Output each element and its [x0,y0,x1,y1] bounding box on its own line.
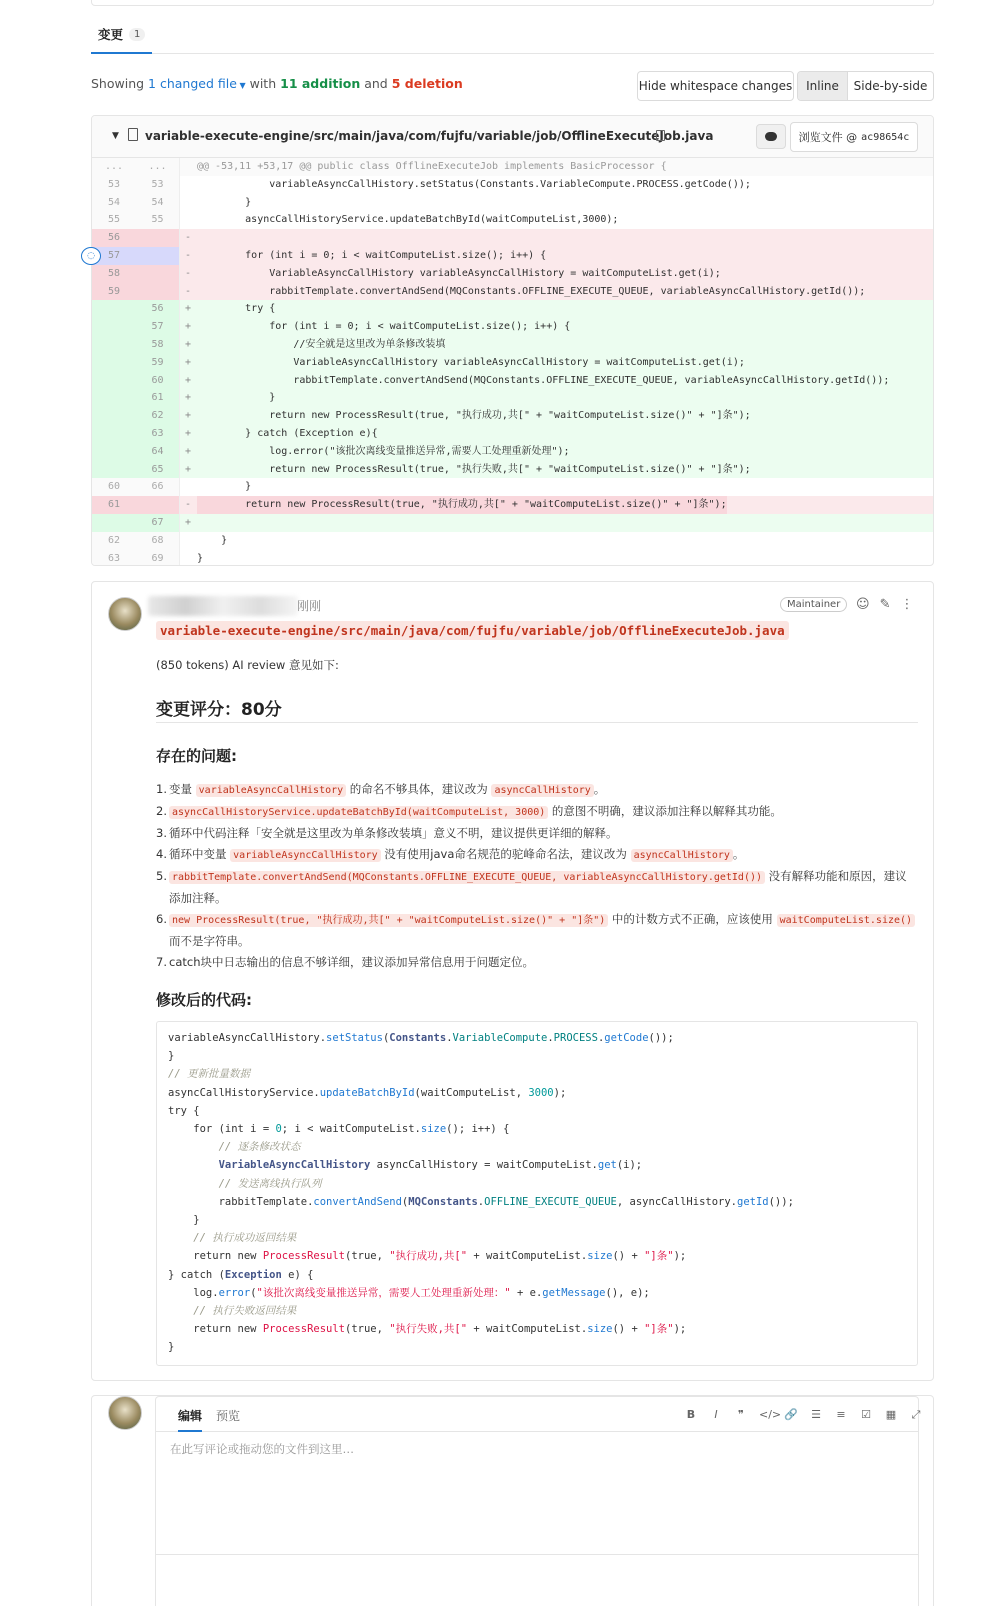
diff-sign: + [185,356,192,368]
summary-with: with [249,76,277,91]
issues-heading: 存在的问题: [156,747,237,765]
old-line-number[interactable] [92,407,136,425]
note-actions [856,597,913,612]
bold-icon[interactable]: B [686,1408,696,1421]
old-line-number[interactable] [92,425,136,443]
divider [156,722,918,723]
diff-sign: + [185,339,192,350]
diff-code: } catch (Exception e){ [197,428,378,439]
code-line: } [168,1341,175,1354]
diff-sign: + [185,303,192,315]
code-line: for (int i = 0; i < waitComputeList.size(); i++) { [168,1123,510,1135]
diff-summary [91,76,463,91]
old-line-number[interactable] [92,318,136,336]
diff-code: rabbitTemplate.convertAndSend(MQConstants.OFFLINE_EXECUTE_QUEUE, variableAsyncCallHistory.getId()); [197,285,866,297]
code-line: // 执行失败返回结果 [168,1305,297,1317]
editor-footer-divider [156,1554,918,1555]
issue-item [156,844,916,866]
diff-code: VariableAsyncCallHistory variableAsyncCallHistory = waitComputeList.get(i); [197,267,721,279]
inline-code: variableAsyncCallHistory [196,784,347,797]
tab-preview[interactable]: 预览 [216,1409,241,1423]
file-icon [128,128,138,141]
diff-sign: + [185,517,192,528]
new-line-number[interactable]: 57 [136,318,180,336]
diff-line [92,443,933,461]
diff-line [92,478,933,496]
inline-code: asyncCallHistory [491,784,593,797]
comment-textarea[interactable]: 在此写评论或拖动您的文件到这里… [170,1442,354,1456]
hide-whitespace-button[interactable]: Hide whitespace changes [637,71,794,101]
collapse-chevron-icon[interactable]: ▼ [112,131,119,141]
commit-sha: ac98654c [861,131,910,143]
code-line: // 更新批量数据 [168,1068,250,1081]
code-line: log.error("该批次离线变量推送异常，需要人工处理重新处理：" + e.getMessage(), e); [168,1286,650,1299]
old-line-number[interactable] [92,514,136,532]
old-line-number[interactable]: 61 [92,496,136,514]
diff-line [92,407,933,425]
code-line: // 发送离线执行队列 [168,1177,322,1190]
new-line-number[interactable]: 67 [136,514,180,532]
issue-text: 中的计数方式不正确，应该使用 [608,912,777,926]
more-actions-icon[interactable]: ⋮ [900,597,914,612]
side-by-side-button[interactable]: Side-by-side [853,79,928,93]
code-line: try { [168,1104,200,1117]
issue-text: 循环中代码注释「安全就是这里改为单条修改装填」意义不明，建议提供更详细的解释。 [169,826,618,840]
diff-line [92,336,933,354]
diff-sign: - [185,232,192,244]
diff-code: for (int i = 0; i < waitComputeList.size(); i++) { [197,250,547,261]
new-line-number[interactable]: 69 [136,550,180,566]
code-line: return new ProcessResult(true, "执行成功,共[" + waitComputeList.size() + "]条"); [168,1250,687,1263]
new-line-number[interactable]: 53 [136,176,180,194]
old-line-number[interactable]: 55 [92,211,136,229]
summary-showing: Showing [91,76,145,91]
code-line: // 执行成功返回结果 [168,1232,297,1245]
diff-sign: - [185,499,192,511]
diff-sign: + [185,392,192,404]
markdown-toolbar [684,1408,923,1422]
deletions-count: 5 deletion [391,76,463,91]
diff-code: } [197,534,228,546]
issue-item [156,952,916,973]
comment-editor [155,1396,919,1606]
diff-code: } [197,552,204,564]
summary-and: and [364,76,388,91]
old-line-number[interactable]: 62 [92,532,136,550]
code-line: return new ProcessResult(true, "执行失败,共[" + waitComputeList.size() + "]条"); [168,1323,687,1336]
new-line-number[interactable]: 65 [136,461,180,479]
edit-pencil-icon[interactable]: ✎ [879,597,891,612]
issue-number: 1. [156,782,167,796]
bullet-list-icon[interactable]: ☰ [811,1408,821,1421]
diff-code: VariableAsyncCallHistory variableAsyncCallHistory = waitComputeList.get(i); [197,356,745,368]
old-line-number[interactable]: 60 [92,478,136,496]
table-icon[interactable]: ▦ [885,1408,897,1421]
new-line-number[interactable] [136,229,180,247]
diff-line [92,372,933,390]
reply-section [91,1395,934,1606]
diff-sign [185,550,191,566]
issue-text: 没有解释功能和原因，建议添加注释。 [169,869,907,905]
previous-panel-edge [91,0,934,6]
new-line-number[interactable]: 58 [136,336,180,354]
changed-files-dropdown[interactable]: 1 changed file [148,76,237,91]
code-line: asyncCallHistoryService.updateBatchById(waitComputeList, 3000); [168,1086,567,1099]
old-line-number[interactable]: 53 [92,176,136,194]
tab-changes-label: 变更 [98,27,124,42]
diff-line [92,354,933,372]
issue-text: catch块中日志输出的信息不够详细，建议添加异常信息用于问题定位。 [169,955,534,969]
toggle-comments-button[interactable] [756,124,786,149]
new-line-number[interactable]: 63 [136,425,180,443]
issue-text: 没有使用java命名规范的驼峰命名法，建议改为 [380,847,631,861]
issue-item [156,779,916,801]
diff-line [92,514,933,532]
inline-view-button[interactable]: Inline [798,72,848,100]
code-line: } catch (Exception e) { [168,1268,314,1281]
issue-text: 的意图不明确，建议添加注释以解释其功能。 [548,804,782,818]
diff-code: log.error("该批次离线变量推送异常,需要人工处理重新处理"); [197,445,570,457]
copy-icon[interactable] [656,130,665,141]
hunk-header [92,158,933,176]
new-line-number[interactable]: ... [136,158,180,176]
diff-code: } [197,196,252,208]
old-line-number[interactable]: ... [104,161,124,172]
avatar[interactable] [108,597,142,631]
diff-code: try { [197,303,276,315]
old-line-number[interactable] [92,461,136,479]
diff-file-path[interactable]: variable-execute-engine/src/main/java/com/fujfu/variable/job/OfflineExecuteJob.java [145,129,714,143]
issue-text: 。 [593,782,606,796]
new-line-number[interactable]: 56 [136,300,180,318]
diff-code: variableAsyncCallHistory.setStatus(Constants.VariableCompute.PROCESS.getCode()); [197,178,751,190]
diff-code: @@ -53,11 +53,17 @@ public class OfflineExecuteJob implements BasicProcessor { [197,161,667,172]
diff-sign: - [185,267,192,279]
note-timestamp: 刚刚 [297,599,322,613]
diff-line [92,425,933,443]
issue-number: 2. [156,804,167,818]
issue-text: 而不是字符串。 [169,934,250,948]
new-line-number[interactable] [136,496,180,514]
old-line-number[interactable] [92,443,136,461]
diff-line [92,461,933,479]
old-line-number[interactable] [92,336,136,354]
mr-tabs [91,16,934,54]
diff-code: rabbitTemplate.convertAndSend(MQConstants.OFFLINE_EXECUTE_QUEUE, variableAsyncCallHistory.getId()); [197,374,890,386]
issue-number: 7. [156,955,167,969]
issue-text: 变量 [169,782,196,796]
diff-sign: + [185,410,192,422]
diff-line [92,283,933,301]
diff-line [92,389,933,407]
inline-code: new ProcessResult(true, "执行成功,共[" + "waitComputeList.size()" + "]条") [169,914,608,927]
role-badge: Maintainer [780,597,847,612]
issue-item [156,909,916,952]
code-line: variableAsyncCallHistory.setStatus(Constants.VariableCompute.PROCESS.getCode()); [168,1032,674,1044]
new-line-number[interactable] [136,247,180,265]
tab-changes[interactable] [91,16,152,54]
diff-line [92,211,933,229]
diff-sign [185,194,191,212]
comment-icon [765,132,777,141]
diff-file [91,115,934,566]
numbered-list-icon[interactable]: ≡ [836,1408,846,1421]
chevron-down-icon[interactable]: ▼ [236,81,246,90]
code-icon[interactable]: </> [759,1408,782,1421]
code-line: // 逐条修改状态 [168,1141,301,1154]
add-comment-icon[interactable]: ◌ [81,247,101,265]
new-line-number[interactable]: 54 [136,194,180,212]
old-line-number[interactable]: 57 [92,247,136,265]
inline-code: asyncCallHistory [631,849,733,862]
emoji-icon[interactable]: ☺ [856,597,870,612]
score-heading: 变更评分：80分 [156,700,282,720]
old-line-number[interactable]: 59 [92,283,136,301]
diff-line [92,247,933,265]
code-heading: 修改后的代码: [156,991,252,1009]
new-line-number[interactable] [136,283,180,301]
tab-changes-count: 1 [129,28,145,41]
diff-line [92,194,933,212]
new-line-number[interactable]: 66 [136,478,180,496]
code-line: VariableAsyncCallHistory asyncCallHistory = waitComputeList.get(i); [218,1159,643,1172]
diff-line [92,176,933,194]
issue-number: 3. [156,826,167,840]
diff-line [92,300,933,318]
new-line-number[interactable]: 68 [136,532,180,550]
inline-code: variableAsyncCallHistory [230,849,381,862]
diff-sign [185,176,191,194]
diff-line [92,265,933,283]
diff-sign: - [185,250,192,261]
old-line-number[interactable] [92,354,136,372]
old-line-number[interactable]: 58 [92,265,136,283]
view-file-button[interactable] [790,122,918,152]
inline-code: rabbitTemplate.convertAndSend(MQConstants.OFFLINE_EXECUTE_QUEUE, variableAsyncCallHistory.getId()) [169,871,765,884]
diff-code: return new ProcessResult(true, "执行失败,共[" + "waitComputeList.size()" + "]条"); [197,463,751,475]
inline-code: waitComputeList.size() [777,914,915,927]
review-note [91,581,934,1381]
diff-sign: + [185,321,192,333]
diff-code: for (int i = 0; i < waitComputeList.size(); i++) { [197,321,571,333]
issues-list [156,779,916,973]
link-icon[interactable]: 🔗 [784,1408,798,1421]
diff-code: } [197,392,276,404]
task-list-icon[interactable]: ☑ [861,1408,871,1421]
old-line-number[interactable] [92,372,136,390]
issue-item [156,823,916,844]
tab-edit[interactable]: 编辑 [178,1407,202,1432]
diff-sign [185,532,191,550]
diff-sign: + [185,374,192,386]
author-name-redacted [148,596,298,616]
old-line-number[interactable]: 56 [92,229,136,247]
quote-icon[interactable]: ❞ [738,1408,744,1421]
issue-text: 的命名不够具体，建议改为 [346,782,492,796]
avatar[interactable] [108,1396,142,1430]
diff-sign [185,211,191,229]
new-line-number[interactable]: 55 [136,211,180,229]
old-line-number[interactable]: 63 [92,550,136,566]
issue-item [156,801,916,823]
old-line-number[interactable]: 54 [92,194,136,212]
diff-sign [185,478,191,496]
issue-number: 5. [156,869,167,883]
diff-code: return new ProcessResult(true, "执行成功,共[" + "waitComputeList.size()" + "]条"); [197,496,727,514]
fullscreen-icon[interactable]: ⤢ [911,1408,921,1421]
diff-sign: + [185,445,192,457]
diff-file-header [92,116,933,158]
new-line-number[interactable]: 61 [136,389,180,407]
diff-sign: + [185,463,192,475]
inline-code: asyncCallHistoryService.updateBatchById(waitComputeList, 3000) [169,806,548,819]
diff-line [92,229,933,247]
italic-icon[interactable]: I [714,1408,718,1421]
additions-count: 11 addition [280,76,361,91]
note-file-path: variable-execute-engine/src/main/java/com/fujfu/variable/job/OfflineExecuteJob.java [156,621,789,640]
issue-item [156,866,916,909]
diff-line [92,532,933,550]
diff-view-toggle [797,71,934,101]
diff-code: return new ProcessResult(true, "执行成功,共[" + "waitComputeList.size()" + "]条"); [197,410,751,422]
diff-sign: + [185,428,192,439]
issue-number: 4. [156,847,167,861]
new-line-number[interactable]: 62 [136,407,180,425]
diff-sign: - [185,285,192,297]
editor-tabs [156,1397,921,1432]
diff-code: asyncCallHistoryService.updateBatchById(waitComputeList,3000); [197,214,619,226]
note-intro: (850 tokens) AI review 意见如下: [156,658,339,672]
issue-text: 循环中变量 [169,847,231,861]
issue-text: 。 [732,847,745,861]
code-line: rabbitTemplate.convertAndSend(MQConstants.OFFLINE_EXECUTE_QUEUE, asyncCallHistory.getId()); [168,1195,794,1208]
diff-line [92,318,933,336]
new-line-number[interactable]: 60 [136,372,180,390]
issue-number: 6. [156,912,167,926]
code-line: } [168,1214,200,1226]
old-line-number[interactable] [92,389,136,407]
diff-line [92,496,933,514]
diff-code: } [197,481,252,493]
diff-code: //安全就是这里改为单条修改装填 [197,339,446,350]
new-line-number[interactable]: 64 [136,443,180,461]
new-line-number[interactable] [136,265,180,283]
code-line: } [168,1050,175,1063]
diff-line [92,550,933,566]
old-line-number[interactable] [92,300,136,318]
new-line-number[interactable]: 59 [136,354,180,372]
view-file-label: 浏览文件 @ [798,131,858,144]
suggested-code-block [156,1021,918,1366]
